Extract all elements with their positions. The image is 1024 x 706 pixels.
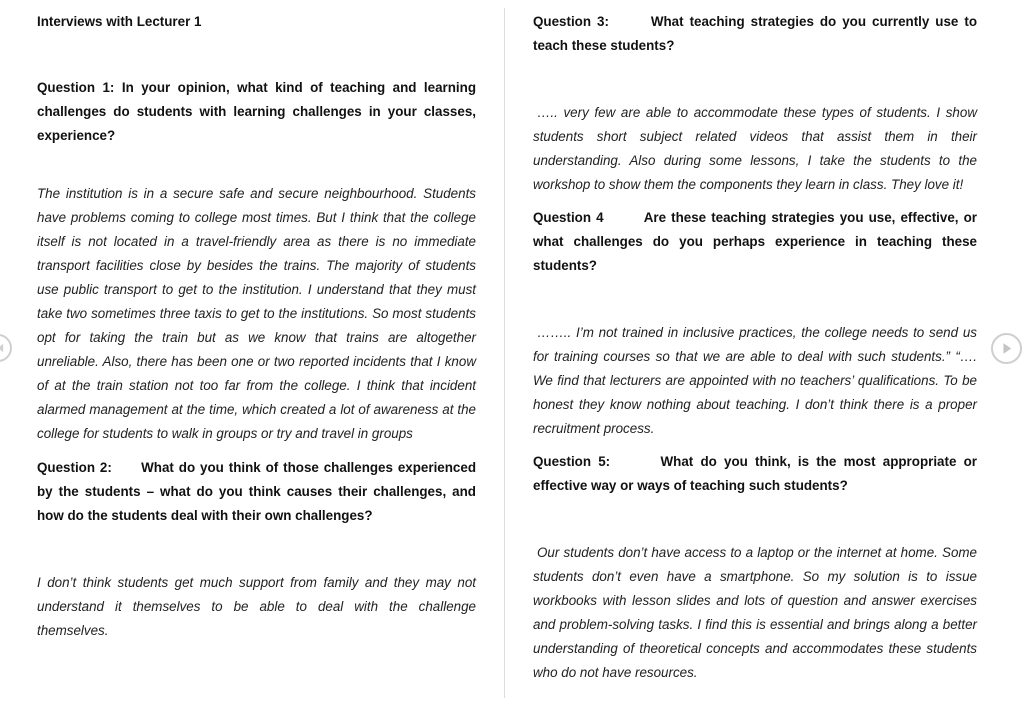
question-3: [533, 10, 977, 58]
answer-2: I don’t think students get much support from family and they may not understand it themselves to be able to deal with the challenge themselves.: [37, 575, 476, 638]
chevron-left-icon: [0, 336, 10, 360]
question-5-number: Question 5:: [533, 454, 611, 469]
answer-4: …….. I’m not trained in inclusive practices, the college needs to send us for training courses so that we are able to deal with such students.” “…. We find that lecturers are appointed with no teachers’ qualifications. To be honest they know nothing about teaching. I don’t think there is a proper recruitment process.: [533, 325, 977, 436]
question-4: [533, 206, 977, 278]
question-5-block: [533, 450, 977, 498]
answer-4-block: [533, 321, 977, 441]
question-5: [533, 450, 977, 498]
question-2-block: [37, 456, 476, 528]
question-2-number: Question 2:: [37, 460, 112, 475]
question-4-number: Question 4: [533, 210, 604, 225]
question-4-block: [533, 206, 977, 278]
answer-1: The institution is in a secure safe and secure neighbourhood. Students have problems coming to college most times. But I think that the college itself is not located in a travel-friendly area as there is no immediate transport facilities close by besides the trains. The majority of students use public transport to get to the institution. I understand that they must take two sometimes three taxis to get to the institutions. So most students opt for taking the train but as we know that trains are altogether unreliable. Also, there has been one or two reported incidents that I know of at the train station not too far from the college. I think that incident alarmed management at the time, which created a lot of awareness at the college for students to walk in groups or try and travel in groups: [37, 186, 476, 441]
question-1-text: In your opinion, what kind of teaching and learning challenges do students with learning challenges in your classes, experience?: [37, 80, 477, 143]
right-page: [505, 0, 1024, 706]
answer-3-block: [533, 101, 977, 197]
question-2: [37, 456, 476, 528]
question-3-text: What teaching strategies do you currently use to teach these students?: [533, 14, 978, 53]
answer-5-block: [533, 541, 977, 685]
question-2-text: What do you think of those challenges experienced by the students – what do you think causes their challenges, and how do the students deal with their own challenges?: [37, 460, 476, 523]
page-title: Interviews with Lecturer 1: [37, 14, 202, 29]
answer-3: ….. very few are able to accommodate these types of students. I show students short subject related videos that assist them in their understanding. Also during some lessons, I take the students to the workshop to show them the components they learn in class. They love it!: [533, 105, 977, 192]
answer-1-block: [37, 182, 476, 446]
question-4-text: Are these teaching strategies you use, effective, or what challenges do you perhaps experience in teaching these students?: [533, 210, 977, 273]
question-1-block: [37, 76, 476, 148]
left-column: [37, 0, 476, 34]
play-right-icon: [993, 335, 1020, 362]
next-page-button[interactable]: [991, 333, 1022, 364]
question-1: [37, 76, 476, 148]
question-3-number: Question 3:: [533, 14, 609, 29]
question-3-block: [533, 10, 977, 58]
answer-2-block: [37, 571, 476, 643]
left-page: [0, 0, 504, 706]
answer-5: Our students don’t have access to a laptop or the internet at home. Some students don’t even have a smartphone. So my solution is to issue workbooks with lesson slides and lots of question and answer exercises and problem-solving tasks. I find this is essential and brings along a better understanding of theoretical concepts and accommodates these students who do not have resources.: [533, 545, 977, 680]
question-5-text: What do you think, is the most appropriate or effective way or ways of teaching such students?: [533, 454, 978, 493]
question-1-number: Question 1:: [37, 80, 115, 95]
